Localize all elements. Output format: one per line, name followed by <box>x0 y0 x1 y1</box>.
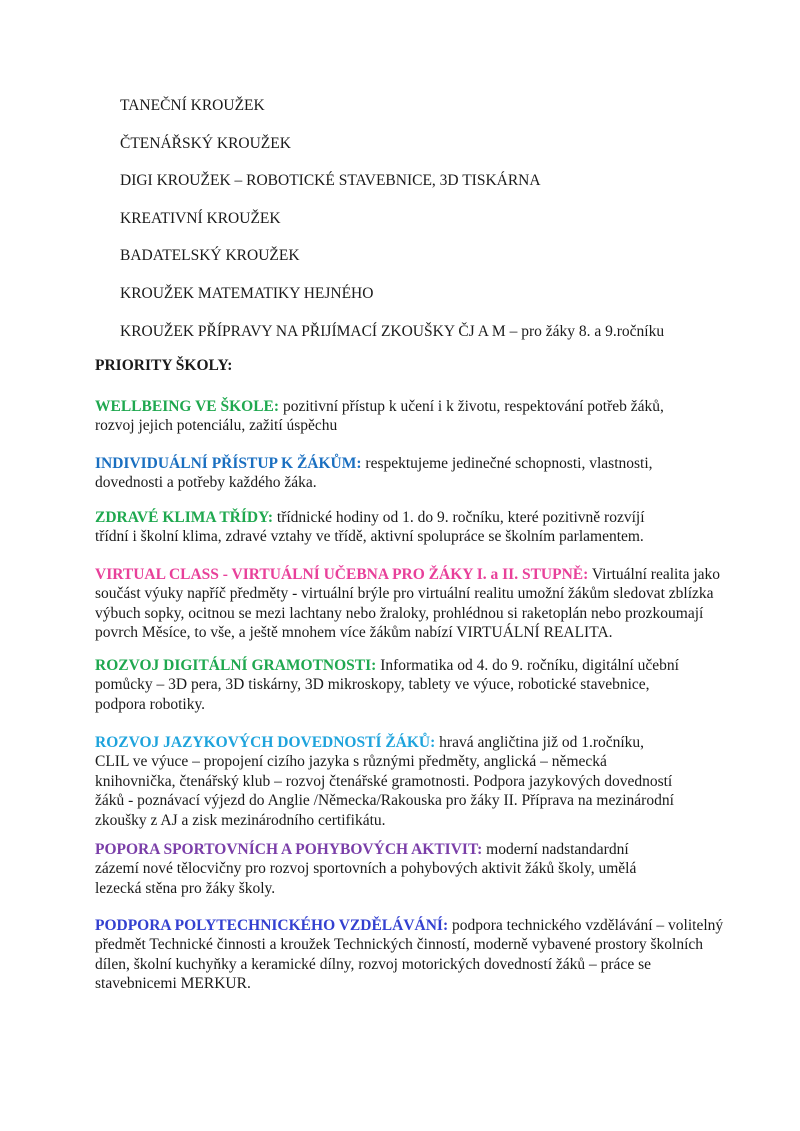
priority-text-line: Informatika od 4. do 9. ročníku, digitální učební <box>376 657 679 674</box>
priority-text-line: předmět Technické činnosti a kroužek Technických činností, moderně vybavené prostory školních <box>95 936 704 954</box>
priority-text-line: žáků - poznávací výjezd do Anglie /Německa/Rakouska pro žáky II. Příprava na mezinárodní <box>95 792 674 810</box>
priority-text-line: součást výuky napříč předměty - virtuální brýle pro virtuální realitu umožní žákům sledovat zblízka <box>95 585 714 603</box>
priority-healthy-climate <box>95 508 765 547</box>
priority-text-line: rozvoj jejich potenciálu, zažití úspěchu <box>95 417 338 435</box>
priority-virtual-class <box>95 565 765 643</box>
priority-title: INDIVIDUÁLNÍ PŘÍSTUP K ŽÁKŮM: <box>95 455 362 472</box>
priority-text-line: Virtuální realita jako <box>588 566 721 583</box>
priority-text-line: dílen, školní kuchyňky a keramické dílny, rozvoj motorických dovedností žáků – práce se <box>95 955 651 973</box>
club-item: DIGI KROUŽEK – ROBOTICKÉ STAVEBNICE, 3D TISKÁRNA <box>120 172 541 190</box>
priority-text-line: hravá angličtina již od 1.ročníku, <box>435 734 645 751</box>
priority-text-line: podpora technického vzdělávání – volitelný <box>448 917 724 934</box>
priority-text-line: zkoušky z AJ a zisk mezinárodního certifikátu. <box>95 811 386 829</box>
priority-title: POPORA SPORTOVNÍCH A POHYBOVÝCH AKTIVIT: <box>95 841 483 858</box>
priority-text-line: pomůcky – 3D pera, 3D tiskárny, 3D mikroskopy, tablety ve výuce, robotické stavebnice, <box>95 676 650 694</box>
priorities-heading: PRIORITY ŠKOLY: <box>95 357 233 374</box>
priority-text-line: výbuch sopky, ocitnou se mezi lachtany nebo žraloky, prohlédnou si raketoplán nebo prozkoumají <box>95 604 704 622</box>
priority-text-line: CLIL ve výuce – propojení cizího jazyka s různými předměty, anglická – německá <box>95 753 607 771</box>
priority-title: WELLBEING VE ŠKOLE: <box>95 398 280 415</box>
club-list <box>120 96 664 359</box>
priority-text-line: povrch Měsíce, to vše, a ještě mnohem více žákům nabízí VIRTUÁLNÍ REALITA. <box>95 624 613 642</box>
priority-text-line: zázemí nové tělocvičny pro rozvoj sportovních a pohybových aktivit žáků školy, umělá <box>95 860 637 878</box>
priority-text-line: respektujeme jedinečné schopnosti, vlastnosti, <box>361 455 653 472</box>
priority-text-line: dovednosti a potřeby každého žáka. <box>95 474 317 492</box>
priority-individual-approach <box>95 454 765 493</box>
priority-text-line: třídnické hodiny od 1. do 9. ročníku, které pozitivně rozvíjí <box>273 509 645 526</box>
club-item: ČTENÁŘSKÝ KROUŽEK <box>120 134 291 152</box>
club-item: TANEČNÍ KROUŽEK <box>120 97 265 114</box>
priority-text-line: stavebnicemi MERKUR. <box>95 975 251 993</box>
priority-text-line: pozitivní přístup k učení i k životu, respektování potřeb žáků, <box>279 398 664 415</box>
priority-text-line: třídní i školní klima, zdravé vztahy ve třídě, aktivní spolupráce se školním parlamentem. <box>95 528 644 546</box>
priority-text-line: lezecká stěna pro žáky školy. <box>95 879 276 897</box>
priority-digital-literacy <box>95 656 765 714</box>
priority-title: ROZVOJ DIGITÁLNÍ GRAMOTNOSTI: <box>95 657 377 674</box>
club-item: KROUŽEK MATEMATIKY HEJNÉHO <box>120 284 374 302</box>
priority-title: ZDRAVÉ KLIMA TŘÍDY: <box>95 509 274 526</box>
priority-text-line: knihovnička, čtenářský klub – rozvoj čtenářské gramotnosti. Podpora jazykových dovedností <box>95 772 673 790</box>
club-item: BADATELSKÝ KROUŽEK <box>120 247 300 265</box>
priority-wellbeing <box>95 397 765 436</box>
priority-title: VIRTUAL CLASS - VIRTUÁLNÍ UČEBNA PRO ŽÁKY I. a II. STUPNĚ: <box>95 566 589 583</box>
priority-polytechnic-education <box>95 916 765 994</box>
priority-text-line: moderní nadstandardní <box>482 841 629 858</box>
club-item: KREATIVNÍ KROUŽEK <box>120 209 281 227</box>
club-item: KROUŽEK PŘÍPRAVY NA PŘIJÍMACÍ ZKOUŠKY ČJ A M – pro žáky 8. a 9.ročníku <box>120 322 665 340</box>
priority-sport-activities <box>95 840 765 898</box>
priority-text-line: podpora robotiky. <box>95 695 206 713</box>
priority-title: ROZVOJ JAZYKOVÝCH DOVEDNOSTÍ ŽÁKŮ: <box>95 734 436 751</box>
priority-title: PODPORA POLYTECHNICKÉHO VZDĚLÁVÁNÍ: <box>95 917 449 934</box>
priority-language-skills <box>95 733 765 830</box>
